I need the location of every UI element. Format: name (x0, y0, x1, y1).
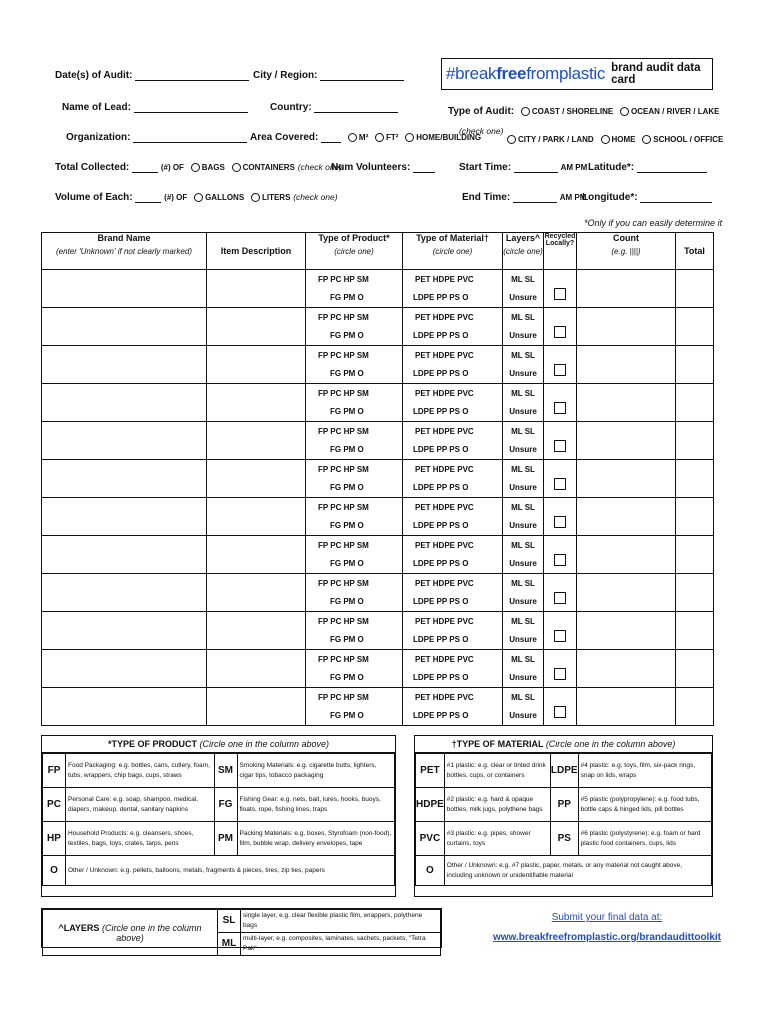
end-ampm: AM PM (559, 193, 587, 202)
product-legend-table (42, 753, 395, 886)
recycled-cell (544, 612, 577, 650)
material-legend-table (415, 753, 712, 886)
check-one-note: (check one) (297, 162, 343, 172)
product-cell[interactable]: FP PC HP SM FG PM O (306, 536, 403, 574)
recycled-checkbox[interactable] (554, 516, 566, 528)
layers-cell[interactable]: ML SL Unsure (503, 574, 544, 612)
start-ampm: AM PM (560, 163, 588, 172)
count-header: Count (e.g. ||||) (577, 233, 676, 270)
legend-row (416, 822, 712, 856)
city-field[interactable] (253, 70, 404, 81)
legend-desc: Personal Care: e.g. soap, shampoo, medical, diapers, makeup, dental, sanitary napkins (66, 788, 215, 822)
item-header: Item Description (207, 233, 306, 270)
vol-check-one-note: (check one) (293, 192, 338, 202)
area-home-label: HOME/BUILDING (416, 133, 482, 142)
total-cell[interactable] (676, 536, 714, 574)
total-header: Total (676, 233, 714, 270)
layers-cell[interactable]: ML SL Unsure (503, 498, 544, 536)
submit-line1: Submit your final data at: (551, 912, 663, 923)
product-cell[interactable]: FP PC HP SM FG PM O (306, 574, 403, 612)
legend-desc: #6 plastic (polystyrene): e.g. foam or hard plastic food containers, cups, lids (578, 822, 711, 856)
table-header-row (42, 233, 714, 270)
count-cell[interactable] (577, 536, 676, 574)
item-cell[interactable] (207, 270, 306, 308)
item-cell[interactable] (207, 308, 306, 346)
brand-cell[interactable] (42, 688, 207, 726)
item-cell[interactable] (207, 574, 306, 612)
recycled-cell (544, 536, 577, 574)
recycled-cell (544, 460, 577, 498)
org-field[interactable] (66, 132, 247, 143)
count-cell[interactable] (577, 612, 676, 650)
legend-row-other (416, 856, 712, 886)
legend-desc: #1 plastic: e.g. clear or tinted drink bottles, cups, or containers (444, 754, 550, 788)
submit-link[interactable] (492, 908, 722, 948)
legend-code: O (416, 856, 445, 886)
legend-code: PS (550, 822, 578, 856)
logo-text: #breakfreefromplastic (446, 64, 606, 83)
count-cell[interactable] (577, 650, 676, 688)
liters-label: LITERS (261, 193, 291, 202)
count-cell[interactable] (577, 574, 676, 612)
area-field[interactable] (250, 132, 481, 143)
material-cell[interactable]: PET HDPE PVC LDPE PP PS O (403, 384, 503, 422)
total-cell[interactable] (676, 460, 714, 498)
recycled-checkbox[interactable] (554, 402, 566, 414)
area-ft2-radio[interactable] (375, 133, 384, 142)
volume-label: Volume of Each: (55, 192, 133, 203)
legend-code: SM (214, 754, 237, 788)
legend-desc: Smoking Materials: e.g. cigarette butts, lighters, cigar tips, tobacco packaging (237, 754, 395, 788)
audit-type-row2 (459, 126, 503, 137)
recycled-cell (544, 384, 577, 422)
material-cell[interactable]: PET HDPE PVC LDPE PP PS O (403, 270, 503, 308)
liters-radio[interactable] (251, 193, 260, 202)
item-cell[interactable] (207, 688, 306, 726)
volunteers-field[interactable] (331, 162, 435, 173)
recycled-checkbox[interactable] (554, 706, 566, 718)
coast-radio[interactable] (521, 107, 530, 116)
layers-cell[interactable]: ML SL Unsure (503, 650, 544, 688)
total-cell[interactable] (676, 384, 714, 422)
count-cell[interactable] (577, 270, 676, 308)
breakfree-logo (441, 58, 713, 90)
end-time-field[interactable] (462, 192, 586, 203)
product-legend (41, 735, 396, 897)
legend-desc: #5 plastic (polypropylene): e.g. food tubs, bottle caps & hinged lids, pill bottles (578, 788, 711, 822)
product-cell[interactable]: FP PC HP SM FG PM O (306, 384, 403, 422)
legend-code: PM (214, 822, 237, 856)
total-cell[interactable] (676, 308, 714, 346)
containers-label: CONTAINERS (242, 163, 295, 172)
item-cell[interactable] (207, 650, 306, 688)
date-label: Date(s) of Audit: (55, 70, 133, 81)
item-cell[interactable] (207, 612, 306, 650)
recycled-checkbox[interactable] (554, 630, 566, 642)
count-cell[interactable] (577, 384, 676, 422)
logo-card-label: brand audit data card (611, 62, 701, 86)
recycled-cell (544, 308, 577, 346)
legend-row (43, 788, 395, 822)
school-label: SCHOOL / OFFICE (653, 135, 724, 144)
material-cell[interactable]: PET HDPE PVC LDPE PP PS O (403, 460, 503, 498)
layers-cell[interactable]: ML SL Unsure (503, 270, 544, 308)
material-legend (414, 735, 713, 897)
latitude-field[interactable] (588, 162, 707, 173)
ocean-radio[interactable] (620, 107, 629, 116)
layers-legend (41, 908, 442, 952)
city-park-radio[interactable] (507, 135, 516, 144)
layers-legend-title: ^LAYERS (Circle one in the column above) (43, 910, 218, 956)
legend-row (416, 788, 712, 822)
table-row (42, 422, 714, 460)
material-cell[interactable]: PET HDPE PVC LDPE PP PS O (403, 650, 503, 688)
ocean-label: OCEAN / RIVER / LAKE (631, 107, 720, 116)
layers-cell[interactable]: ML SL Unsure (503, 308, 544, 346)
date-field[interactable] (55, 70, 249, 81)
city-label: City / Region: (253, 70, 318, 81)
product-cell[interactable]: FP PC HP SM FG PM O (306, 460, 403, 498)
legend-code: FP (43, 754, 66, 788)
legend-code: PP (550, 788, 578, 822)
table-row (42, 270, 714, 308)
table-row (42, 536, 714, 574)
material-cell[interactable]: PET HDPE PVC LDPE PP PS O (403, 574, 503, 612)
material-cell[interactable]: PET HDPE PVC LDPE PP PS O (403, 498, 503, 536)
legend-code: O (43, 856, 66, 886)
legend-row-other (43, 856, 395, 886)
product-cell[interactable]: FP PC HP SM FG PM O (306, 422, 403, 460)
product-cell[interactable]: FP PC HP SM FG PM O (306, 270, 403, 308)
legend-desc: Food Packaging: e.g. bottles, cans, cutlery, foam, tubs, wrappers, chip bags, cups, straws (66, 754, 215, 788)
material-cell[interactable]: PET HDPE PVC LDPE PP PS O (403, 346, 503, 384)
count-cell[interactable] (577, 688, 676, 726)
vol-num-of-label: (#) OF (164, 193, 188, 202)
lon-label: Longitude*: (582, 192, 638, 203)
brand-cell[interactable] (42, 650, 207, 688)
item-cell[interactable] (207, 384, 306, 422)
total-label: Total Collected: (55, 162, 130, 173)
total-cell[interactable] (676, 612, 714, 650)
audit-type-label: Type of Audit: (448, 106, 515, 117)
country-field[interactable] (270, 102, 398, 113)
product-header: Type of Product* (circle one) (306, 233, 403, 270)
legend-desc: #4 plastic: e.g. toys, film, six-pack rings, snap on lids, wraps (578, 754, 711, 788)
layers-cell[interactable]: ML SL Unsure (503, 688, 544, 726)
recycled-checkbox[interactable] (554, 288, 566, 300)
material-header: Type of Material† (circle one) (403, 233, 503, 270)
brand-cell[interactable] (42, 346, 207, 384)
product-cell[interactable]: FP PC HP SM FG PM O (306, 688, 403, 726)
legend-desc: Packing Materials: e.g. boxes, Styrofoam (non-food), film, bubble wrap, delivery envelopes, tape (237, 822, 395, 856)
material-cell[interactable]: PET HDPE PVC LDPE PP PS O (403, 536, 503, 574)
table-row (42, 308, 714, 346)
material-cell[interactable]: PET HDPE PVC LDPE PP PS O (403, 612, 503, 650)
total-field[interactable] (55, 162, 342, 173)
legend-desc: Fishing Gear: e.g. nets, bait, lures, hooks, buoys, floats, rope, fishing lines, traps (237, 788, 395, 822)
recycled-checkbox[interactable] (554, 668, 566, 680)
layers-cell[interactable]: ML SL Unsure (503, 384, 544, 422)
material-cell[interactable]: PET HDPE PVC LDPE PP PS O (403, 422, 503, 460)
legend-row (43, 822, 395, 856)
legend-desc: #3 plastic: e.g. pipes, shower curtains, toys (444, 822, 550, 856)
recycled-cell (544, 688, 577, 726)
legend-desc: Other / Unknown: e.g. pellets, balloons, metals, fragments & pieces, tires, zip ties, papers (66, 856, 395, 886)
product-cell[interactable]: FP PC HP SM FG PM O (306, 650, 403, 688)
layers-cell[interactable]: ML SL Unsure (503, 422, 544, 460)
count-cell[interactable] (577, 460, 676, 498)
audit-type-field (448, 106, 719, 117)
legend-code: LDPE (550, 754, 578, 788)
audit-table (41, 232, 714, 726)
coords-note: *Only if you can easily determine it (584, 218, 723, 228)
brand-cell[interactable] (42, 574, 207, 612)
item-cell[interactable] (207, 498, 306, 536)
legend-code: HDPE (416, 788, 445, 822)
item-cell[interactable] (207, 460, 306, 498)
legend-row (43, 754, 395, 788)
legend-code: PC (43, 788, 66, 822)
home-label: HOME (611, 135, 636, 144)
layers-cell[interactable]: ML SL Unsure (503, 536, 544, 574)
count-cell[interactable] (577, 346, 676, 384)
product-cell[interactable]: FP PC HP SM FG PM O (306, 612, 403, 650)
recycled-cell (544, 346, 577, 384)
legend-desc: #2 plastic: e.g. hard & opaque bottles, milk jugs, polythene bags (444, 788, 550, 822)
recycled-cell (544, 270, 577, 308)
start-time-field[interactable] (459, 162, 587, 173)
material-cell[interactable]: PET HDPE PVC LDPE PP PS O (403, 308, 503, 346)
total-cell[interactable] (676, 650, 714, 688)
legend-code: PET (416, 754, 445, 788)
item-cell[interactable] (207, 536, 306, 574)
table-row (42, 384, 714, 422)
brand-cell[interactable] (42, 384, 207, 422)
total-cell[interactable] (676, 498, 714, 536)
bags-label: BAGS (201, 163, 225, 172)
school-radio[interactable] (642, 135, 651, 144)
area-m2-radio[interactable] (348, 133, 357, 142)
area-home-radio[interactable] (405, 133, 414, 142)
recycled-cell (544, 650, 577, 688)
sl-desc: single layer, e.g. clear flexible plastic film, wrappers, polythene bags (241, 910, 441, 933)
total-cell[interactable] (676, 688, 714, 726)
recycled-checkbox[interactable] (554, 440, 566, 452)
area-label: Area Covered: (250, 132, 319, 143)
total-cell[interactable] (676, 422, 714, 460)
legend-desc: Household Products: e.g. cleansers, shoes, textiles, bags, toys, crates, tarps, pens (66, 822, 215, 856)
layers-cell[interactable]: ML SL Unsure (503, 612, 544, 650)
country-label: Country: (270, 102, 312, 113)
product-cell[interactable]: FP PC HP SM FG PM O (306, 498, 403, 536)
table-row (42, 612, 714, 650)
count-cell[interactable] (577, 308, 676, 346)
table-row (42, 688, 714, 726)
recycled-cell (544, 498, 577, 536)
bags-radio[interactable] (191, 163, 200, 172)
brand-cell[interactable] (42, 612, 207, 650)
table-row (42, 460, 714, 498)
audit-check-note: (check one) (459, 126, 504, 136)
longitude-field[interactable] (582, 192, 712, 203)
recycled-checkbox[interactable] (554, 592, 566, 604)
gallons-label: GALLONS (205, 193, 245, 202)
legend-code: HP (43, 822, 66, 856)
product-legend-title: *TYPE OF PRODUCT (Circle one in the column above) (42, 736, 395, 753)
recycled-cell (544, 422, 577, 460)
gallons-radio[interactable] (194, 193, 203, 202)
total-cell[interactable] (676, 574, 714, 612)
item-cell[interactable] (207, 346, 306, 384)
table-row (42, 650, 714, 688)
count-cell[interactable] (577, 422, 676, 460)
org-label: Organization: (66, 132, 131, 143)
brand-cell[interactable] (42, 498, 207, 536)
brand-cell[interactable] (42, 308, 207, 346)
ml-code: ML (218, 933, 241, 956)
table-row (42, 346, 714, 384)
volume-field[interactable] (55, 192, 338, 203)
brand-cell[interactable] (42, 536, 207, 574)
submit-url[interactable]: www.breakfreefromplastic.org/brandaudittoolkit (493, 932, 721, 943)
end-label: End Time: (462, 192, 511, 203)
volunteers-label: Num Volunteers: (331, 162, 411, 173)
audit-type-row3 (503, 134, 723, 145)
count-cell[interactable] (577, 498, 676, 536)
product-cell[interactable]: FP PC HP SM FG PM O (306, 308, 403, 346)
recycled-checkbox[interactable] (554, 478, 566, 490)
layers-cell[interactable]: ML SL Unsure (503, 346, 544, 384)
sl-code: SL (218, 910, 241, 933)
brand-cell[interactable] (42, 270, 207, 308)
recycled-checkbox[interactable] (554, 364, 566, 376)
lat-label: Latitude*: (588, 162, 635, 173)
brand-cell[interactable] (42, 460, 207, 498)
brand-header: Brand Name (enter 'Unknown' if not clearly marked) (42, 233, 207, 270)
legend-code: FG (214, 788, 237, 822)
num-of-label: (#) OF (160, 163, 184, 172)
area-m2-label: M² (358, 133, 369, 142)
lead-label: Name of Lead: (62, 102, 131, 113)
legend-row (416, 754, 712, 788)
total-cell[interactable] (676, 270, 714, 308)
lead-field[interactable] (62, 102, 248, 113)
coast-label: COAST / SHORELINE (531, 107, 614, 116)
material-legend-title: †TYPE OF MATERIAL (Circle one in the column above) (415, 736, 712, 753)
layers-header: Layers^ (circle one) (503, 233, 544, 270)
city-park-label: CITY / PARK / LAND (518, 135, 594, 144)
area-ft2-label: FT² (386, 133, 399, 142)
table-row (42, 574, 714, 612)
home-radio[interactable] (601, 135, 610, 144)
legend-desc: Other / Unknown: e.g. #7 plastic, paper, metals, or any material not caught above, including unknown or unidentifiable material (444, 856, 711, 886)
containers-radio[interactable] (232, 163, 241, 172)
recycled-header: Recycled Locally? (544, 233, 577, 270)
recycled-checkbox[interactable] (554, 326, 566, 338)
legend-code: PVC (416, 822, 445, 856)
material-cell[interactable]: PET HDPE PVC LDPE PP PS O (403, 688, 503, 726)
ml-desc: multi-layer, e.g. composites, laminates, sachets, packets, "Tetra Pak" (241, 933, 441, 956)
table-row (42, 498, 714, 536)
total-cell[interactable] (676, 346, 714, 384)
start-label: Start Time: (459, 162, 512, 173)
recycled-cell (544, 574, 577, 612)
recycled-checkbox[interactable] (554, 554, 566, 566)
item-cell[interactable] (207, 422, 306, 460)
product-cell[interactable]: FP PC HP SM FG PM O (306, 346, 403, 384)
brand-cell[interactable] (42, 422, 207, 460)
layers-cell[interactable]: ML SL Unsure (503, 460, 544, 498)
